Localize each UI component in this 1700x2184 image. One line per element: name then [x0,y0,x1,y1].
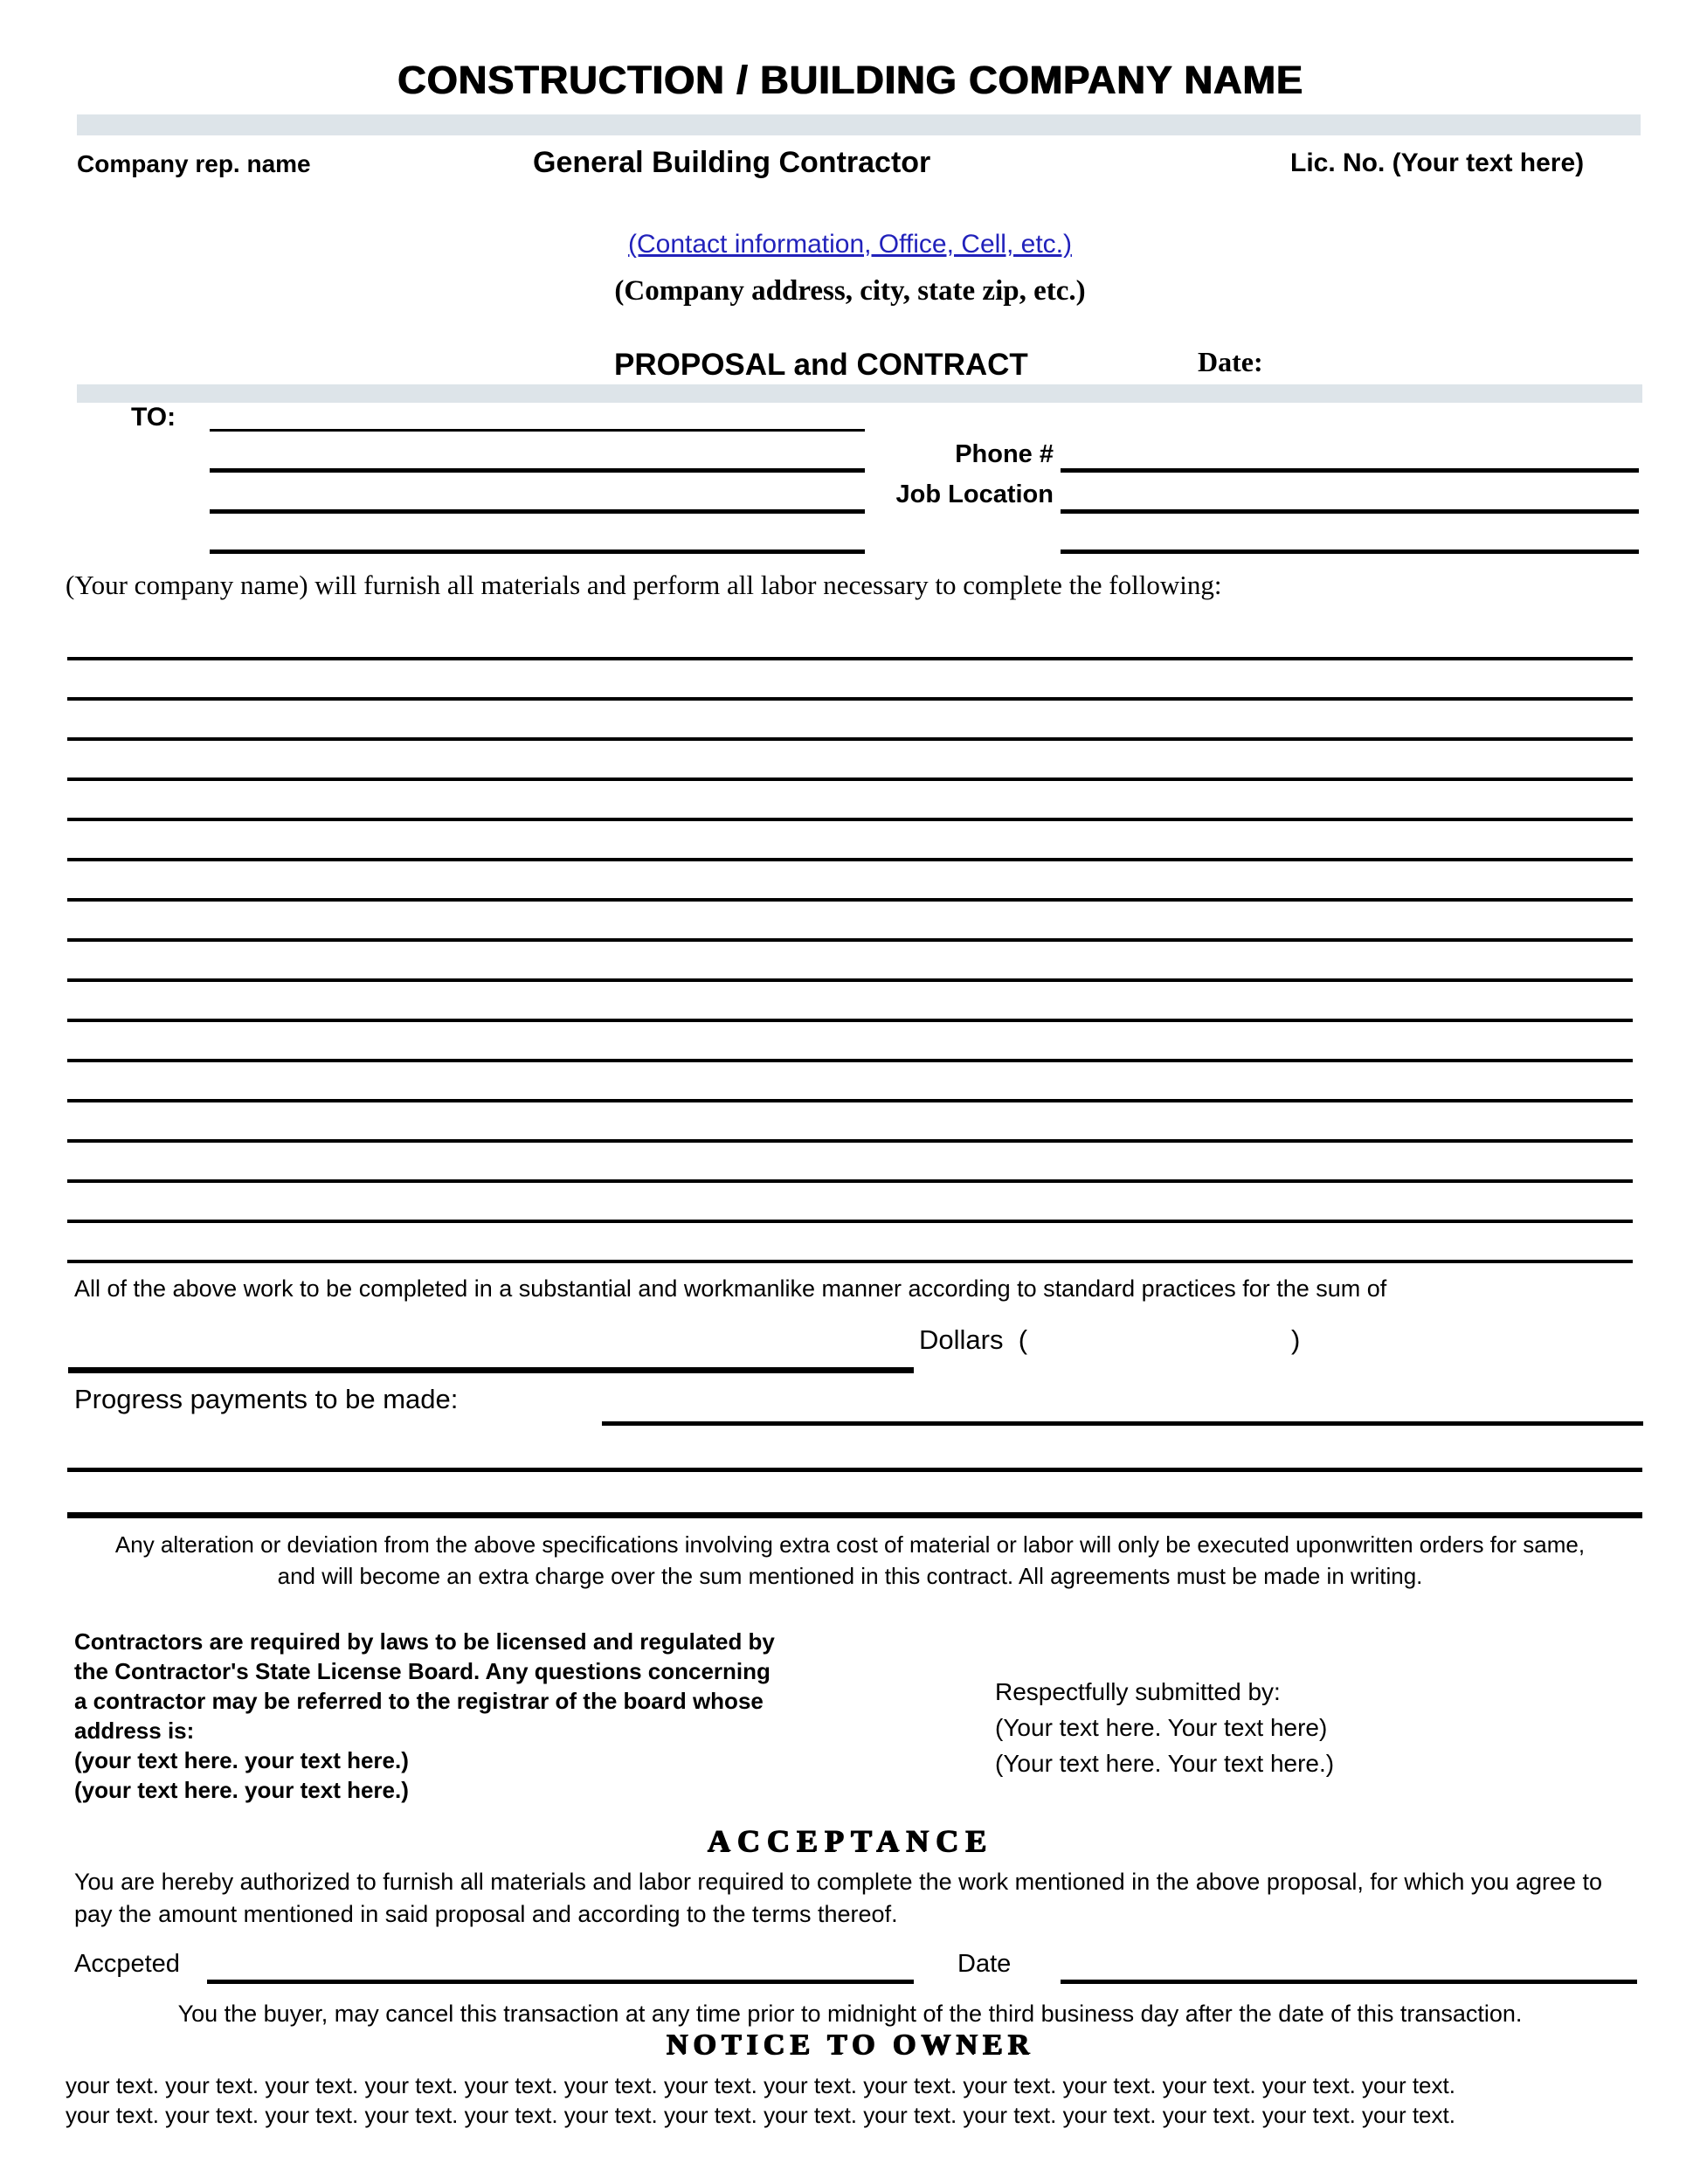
license-notice-line: a contractor may be referred to the registrar of the board whose [74,1688,764,1714]
blank-work-line[interactable] [67,1139,1633,1143]
work-lines [67,657,1633,1300]
acceptance-heading: ACCEPTANCE [707,1823,993,1858]
to-fill-line-3[interactable] [210,509,865,514]
blank-work-line[interactable] [67,1260,1633,1263]
blank-work-line[interactable] [67,1019,1633,1022]
license-board-notice [74,1627,775,1805]
proposal-contract-heading: PROPOSAL and CONTRACT [614,348,1028,382]
sum-fill-line[interactable] [68,1367,914,1373]
separator-line-2 [67,1512,1642,1518]
accepted-signature-line[interactable] [207,1980,914,1984]
blank-work-line[interactable] [67,818,1633,821]
license-notice-line: the Contractor's State License Board. Any questions concerning [74,1658,771,1684]
license-notice-line: address is: [74,1717,195,1744]
blank-work-line[interactable] [67,938,1633,942]
license-notice-line: (your text here. your text here.) [74,1747,409,1773]
header-divider-bar [77,114,1641,135]
company-rep-label: Company rep. name [77,150,311,177]
blank-work-line[interactable] [67,1179,1633,1183]
notice-to-owner-heading: NOTICE TO OWNER [666,2028,1034,2061]
contractor-type-label: General Building Contractor [533,146,931,179]
progress-payments-label: Progress payments to be made: [74,1384,459,1414]
progress-fill-line[interactable] [602,1421,1643,1426]
acceptance-date-line[interactable] [1061,1980,1637,1984]
blank-work-line[interactable] [67,697,1633,701]
blank-work-line[interactable] [67,1099,1633,1102]
to-fill-line-2[interactable] [210,468,865,473]
submitted-by-line: Respectfully submitted by: [995,1678,1281,1705]
job-location-fill-line[interactable] [1061,509,1639,514]
blank-work-line[interactable] [67,1059,1633,1062]
dollars-label: Dollars ( [919,1324,1028,1355]
completion-clause: All of the above work to be completed in a substantial and workmanlike manner according to standard practices for the sum of [74,1275,1387,1302]
acceptance-body-line1: You are hereby authorized to furnish all materials and labor required to complete the work mentioned in the above proposal, for which you agree to [74,1869,1603,1895]
date-label: Date: [1198,346,1263,377]
company-address-placeholder: (Company address, city, state zip, etc.) [614,275,1086,307]
blank-work-line[interactable] [67,898,1633,902]
phone-fill-line[interactable] [1061,468,1639,473]
blank-work-line[interactable] [67,657,1633,660]
job-location-label: Job Location [895,480,1054,508]
blank-work-line[interactable] [67,978,1633,982]
blank-work-line[interactable] [67,858,1633,861]
notice-placeholder-line1: your text. your text. your text. your text. your text. your text. your text. your text. your text. your text. your text. your text. your text. your text. [66,2072,1455,2098]
separator-line-1 [67,1468,1642,1472]
license-notice-line: Contractors are required by laws to be licensed and regulated by [74,1628,775,1655]
dollars-close-paren: ) [1291,1324,1301,1355]
to-fill-line-4[interactable] [210,549,865,554]
phone-label: Phone # [955,440,1054,468]
to-fill-line-1[interactable] [210,429,865,432]
cancellation-notice: You the buyer, may cancel this transaction at any time prior to midnight of the third business day after the date of this transaction. [177,2001,1523,2027]
notice-placeholder-line2: your text. your text. your text. your text. your text. your text. your text. your text. your text. your text. your text. your text. your text. your text. [66,2102,1455,2128]
blank-work-line[interactable] [67,737,1633,741]
blank-work-line[interactable] [67,778,1633,781]
submitted-by-block [995,1674,1334,1781]
acceptance-body-line2: pay the amount mentioned in said proposal and according to the terms thereof. [74,1901,898,1927]
acceptance-date-label: Date [957,1950,1012,1978]
intro-sentence: (Your company name) will furnish all materials and perform all labor necessary to complete the following: [66,570,1222,600]
to-label: TO: [131,403,176,432]
contact-info-link-row [0,230,1700,259]
submitted-by-line: (Your text here. Your text here) [995,1714,1328,1741]
company-name-title: CONSTRUCTION / BUILDING COMPANY NAME [397,58,1303,102]
submitted-by-line: (Your text here. Your text here.) [995,1750,1335,1777]
alteration-clause-line1: Any alteration or deviation from the above specifications involving extra cost of material or labor will only be executed uponwritten orders for same, [114,1531,1586,1558]
proposal-divider-bar [77,384,1642,403]
blank-work-line[interactable] [67,1220,1633,1223]
license-notice-line: (your text here. your text here.) [74,1777,409,1803]
alteration-clause-line2: and will become an extra charge over the sum mentioned in this contract. All agreements must be made in writing. [277,1563,1423,1589]
accepted-label: Accpeted [74,1950,180,1978]
license-number-label: Lic. No. (Your text here) [1290,149,1585,177]
contact-info-link[interactable]: (Contact information, Office, Cell, etc.) [628,230,1072,259]
extra-fill-line[interactable] [1061,549,1639,554]
